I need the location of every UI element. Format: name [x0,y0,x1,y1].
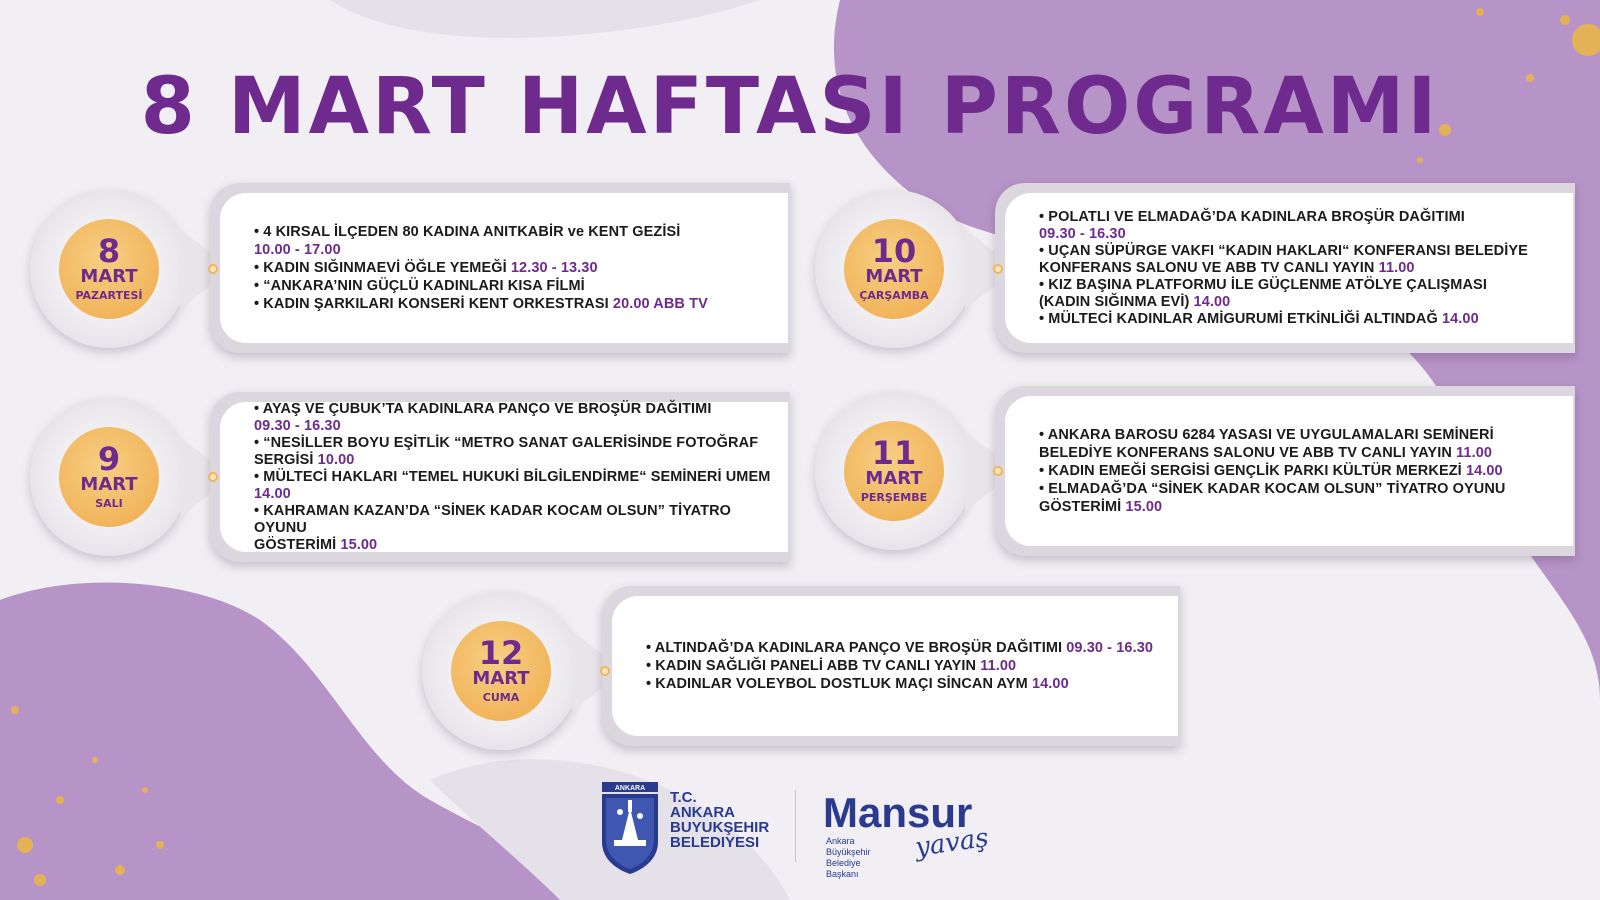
program-item-time: 09.30 - 16.30 [1039,225,1126,242]
program-item [1039,311,1563,328]
footer-divider [795,790,796,862]
mayor-signature: yavaş [913,823,991,863]
program-item-time: 12.30 - 13.30 [510,260,598,276]
program-item [254,277,778,295]
program-item-text: SERGİSİ [254,451,318,468]
program-item-time: 15.00 [1125,499,1163,515]
date-weekday: CUMA [482,691,520,704]
program-item [254,537,778,554]
program-item-time: 11.00 [1456,445,1493,461]
date-number: 10 [871,232,917,270]
date-weekday: ÇARŞAMBA [859,289,929,302]
program-item-time: 10.00 - 17.00 [254,242,341,258]
program-item [254,401,778,418]
date-number: 8 [97,232,121,270]
program-item-text: KONFERANS SALONU VE ABB TV CANLI YAYIN [1039,259,1379,276]
program-panel [220,402,788,552]
program-item-text: • ELMADAĞ’DA “SİNEK KADAR KOCAM OLSUN” TİYATRO OYUNU [1039,481,1506,497]
program-panel [612,596,1178,736]
program-item-text: • KADIN SAĞLIĞI PANELİ ABB TV CANLI YAYIN [646,658,981,674]
date-month: MART [865,266,923,287]
date-month: MART [472,668,530,689]
program-item-text: • “NESİLLER BOYU EŞİTLİK “METRO SANAT GALERİSİNDE FOTOĞRAF [254,434,759,451]
date-badge [59,427,159,527]
program-item [254,469,778,486]
program-item [254,435,778,452]
connector-dot [993,264,1003,274]
program-item-text: • AYAŞ VE ÇUBUK’TA KADINLARA PANÇO VE BROŞÜR DAĞITIMI [254,400,712,417]
date-badge [844,421,944,521]
connector-dot [208,264,218,274]
program-item-time: 14.00 [1031,676,1069,692]
program-item-text: • KADINLAR VOLEYBOL DOSTLUK MAÇI SİNCAN AYM [646,676,1032,692]
program-item [254,418,778,435]
connector-dot [993,466,1003,476]
program-item [254,503,778,537]
program-item-time: 14.00 [1465,463,1503,479]
program-item-text: • ALTINDAĞ’DA KADINLARA PANÇO VE BROŞÜR DAĞITIMI [646,640,1067,656]
mayor-subtitle: Ankara Büyükşehir Belediye Başkanı [826,836,871,879]
program-item [1039,480,1563,498]
date-month: MART [80,266,138,287]
program-item [1039,294,1563,311]
program-item-text: • POLATLI VE ELMADAĞ’DA KADINLARA BROŞÜR DAĞITIMI [1039,208,1465,225]
program-item-text: • KAHRAMAN KAZAN’DA “SİNEK KADAR KOCAM OLSUN” TİYATRO OYUNU [254,502,732,536]
date-weekday: SALI [95,497,123,510]
program-item [1039,444,1563,462]
program-item-text: • MÜLTECİ HAKLARI “TEMEL HUKUKİ BİLGİLENDİRME“ SEMİNERİ UMEM [254,468,771,485]
connector-dot [600,666,610,676]
program-item-time: 09.30 - 16.30 [254,417,341,434]
program-item [254,486,778,503]
program-item-text: • MÜLTECİ KADINLAR AMİGURUMİ ETKİNLİĞİ ALTINDAĞ [1039,310,1442,327]
program-item [1039,260,1563,277]
program-item-time: 09.30 - 16.30 [1066,640,1154,656]
program-item [254,259,778,277]
date-badge [451,621,551,721]
program-item [646,657,1168,675]
program-item [646,675,1168,693]
program-item [1039,498,1563,516]
program-item-text: BELEDİYE KONFERANS SALONU VE ABB TV CANLI YAYIN [1039,445,1457,461]
program-item-text: • “ANKARA’NIN GÜÇLÜ KADINLARI KISA FİLMİ [254,278,585,294]
program-item-text: • UÇAN SÜPÜRGE VAKFI “KADIN HAKLARI“ KONFERANSI BELEDİYE [1039,242,1528,259]
program-item [1039,426,1563,444]
program-item-text: • ANKARA BAROSU 6284 YASASI VE UYGULAMALARI SEMİNERİ [1039,427,1494,443]
program-item-text: • 4 KIRSAL İLÇEDEN 80 KADINA ANITKABİR ve KENT GEZİSİ [254,224,681,240]
program-item-text: • KADIN EMEĞİ SERGİSİ GENÇLİK PARKI KÜLTÜR MERKEZİ [1039,463,1466,479]
program-item-text: GÖSTERİMİ [1039,499,1126,515]
program-item-text: • KADIN ŞARKILARI KONSERİ KENT ORKESTRASI [254,296,613,312]
municipality-name: T.C. ANKARA BUYUKŞEHIR BELEDIYESI [670,789,770,851]
program-item [254,241,778,259]
date-number: 12 [478,634,524,672]
date-month: MART [80,474,138,495]
program-item-time: 14.00 [1193,293,1231,310]
connector-dot [208,472,218,482]
program-item [1039,243,1563,260]
program-item [1039,277,1563,294]
date-weekday: PERŞEMBE [860,491,928,504]
date-month: MART [865,468,923,489]
date-number: 11 [871,434,917,472]
program-item-time: 14.00 [254,485,291,502]
program-item-time: 11.00 [1378,259,1415,276]
program-panel [1005,193,1573,343]
program-panel [1005,396,1573,546]
program-item [1039,209,1563,226]
date-badge [844,219,944,319]
program-item-time: 11.00 [980,658,1017,674]
program-panel [220,193,788,343]
program-item [1039,226,1563,243]
svg-text:ANKARA: ANKARA [614,785,646,792]
program-item-time: 14.00 [1441,310,1479,327]
program-item [1039,462,1563,480]
program-item-time: 15.00 [340,536,378,553]
program-item-text: • KIZ BAŞINA PLATFORMU İLE GÜÇLENME ATÖLYE ÇALIŞMASI [1039,276,1487,293]
date-number: 9 [97,440,121,478]
program-item-text: (KADIN SIĞINMA EVİ) [1039,293,1194,310]
page-title: 8 MART HAFTASI PROGRAMI [140,62,1440,152]
program-item [254,223,778,241]
program-item-text: GÖSTERİMİ [254,536,341,553]
program-item [254,295,778,313]
ankara-emblem-icon [602,782,658,874]
mayor-name: Mansur [823,789,973,836]
program-item-text: • KADIN SIĞINMAEVİ ÖĞLE YEMEĞİ [254,260,511,276]
date-badge [59,219,159,319]
program-item-time: 20.00 ABB TV [612,296,708,312]
program-item [254,452,778,469]
program-item [646,639,1168,657]
date-weekday: PAZARTESİ [75,289,143,302]
program-item-time: 10.00 [317,451,355,468]
